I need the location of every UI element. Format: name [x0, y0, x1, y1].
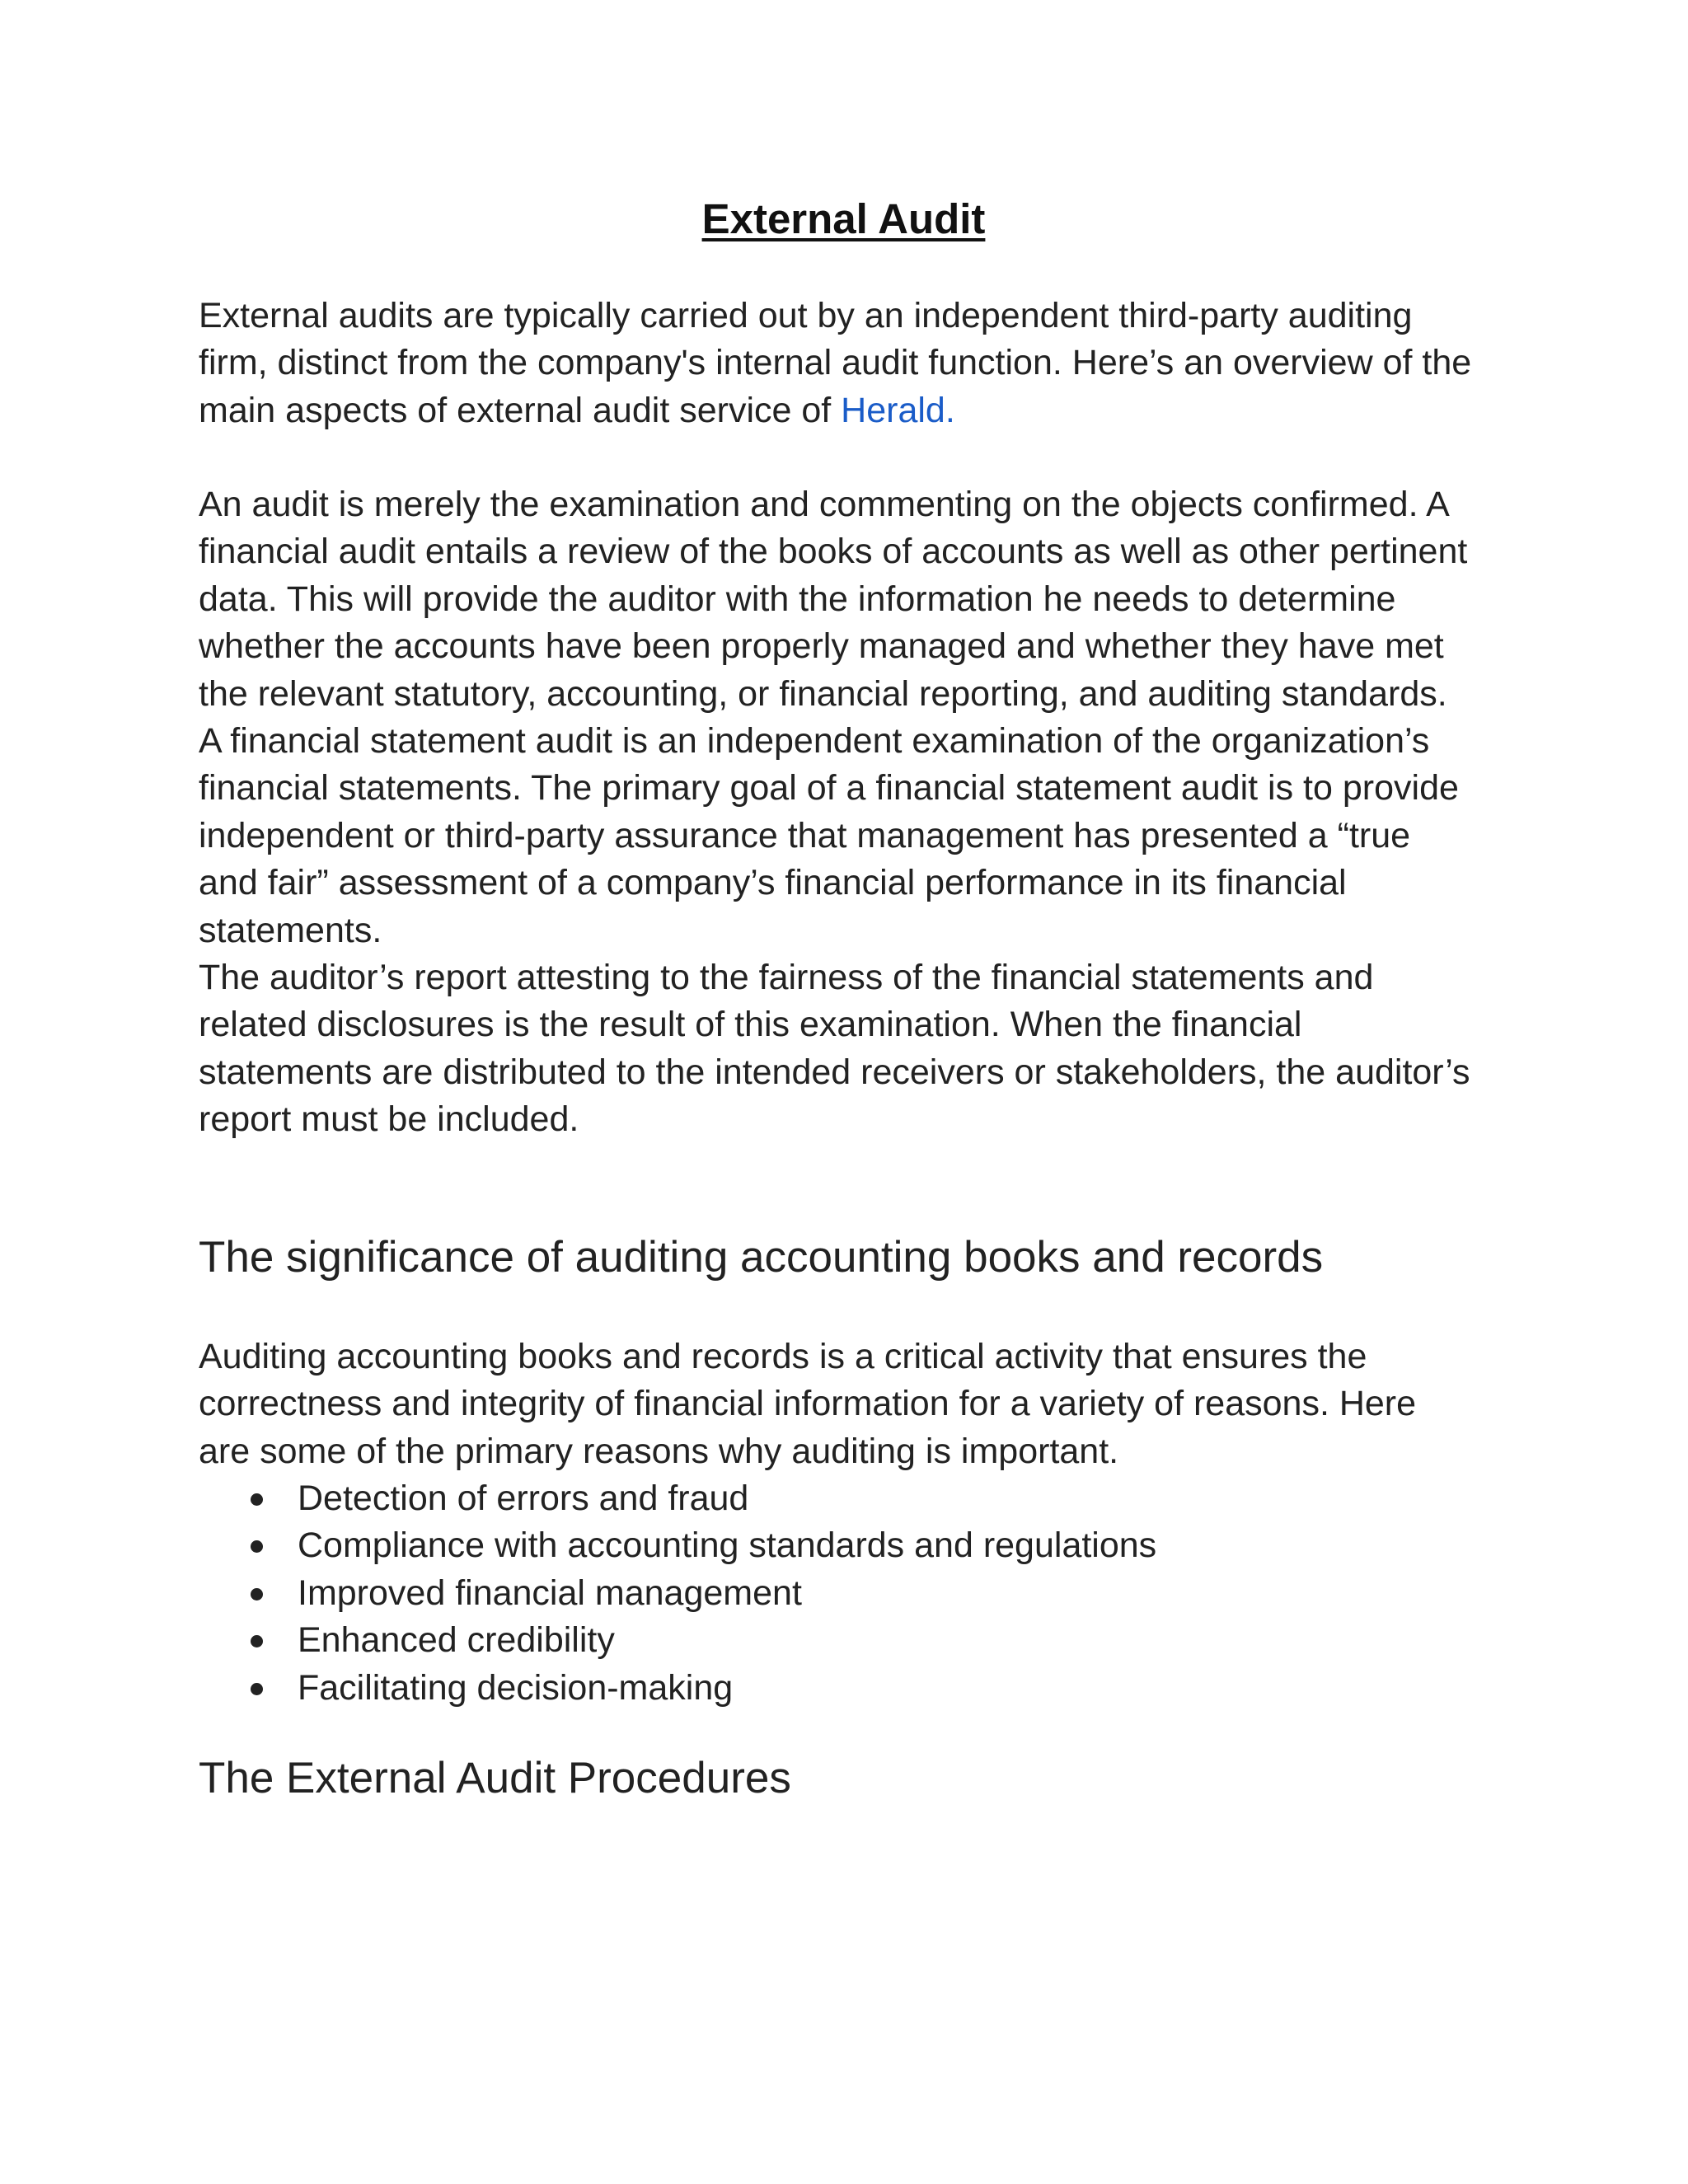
overview-line: and fair” assessment of a company’s financial performance in its financial [199, 863, 1347, 903]
overview-line: financial statements. The primary goal of a financial statement audit is to provide [199, 768, 1459, 808]
overview-line: whether the accounts have been properly managed and whether they have met [199, 626, 1444, 667]
overview-line: An audit is merely the examination and commenting on the objects confirmed. A [199, 485, 1450, 524]
list-item [199, 1570, 1156, 1617]
reasons-list [199, 1475, 1156, 1712]
overview-line: The auditor’s report attesting to the fairness of the financial statements and [199, 958, 1374, 998]
significance-heading: The significance of auditing accounting books and records [199, 1233, 1324, 1282]
list-item-text: Detection of errors and fraud [298, 1479, 749, 1518]
overview-line: related disclosures is the result of this examination. When the financial [199, 1005, 1302, 1045]
overview-line: financial audit entails a review of the books of accounts as well as other pertinent [199, 532, 1468, 572]
list-item [199, 1617, 1156, 1664]
intro-line-prefix: main aspects of external audit service of [199, 390, 842, 430]
bullet-icon [251, 1588, 263, 1601]
herald-link[interactable]: Herald. [841, 390, 955, 430]
list-item [199, 1475, 1156, 1522]
bullet-icon [251, 1493, 263, 1506]
intro-line: firm, distinct from the company's internal audit function. Here’s an overview of the [199, 343, 1472, 383]
page-title: External Audit [701, 195, 986, 242]
overview-line: independent or third-party assurance that management has presented a “true [199, 815, 1411, 855]
significance-line: Auditing accounting books and records is a critical activity that ensures the [199, 1337, 1367, 1376]
intro-line-last [199, 387, 1471, 434]
intro-paragraph [199, 293, 1471, 434]
bullet-icon [251, 1540, 263, 1553]
overview-paragraph [199, 481, 1470, 1144]
overview-line: report must be included. [199, 1099, 579, 1140]
significance-line: correctness and integrity of financial information for a variety of reasons. Here [199, 1384, 1417, 1424]
significance-line: are some of the primary reasons why auditing is important. [199, 1431, 1119, 1471]
bullet-icon [251, 1683, 263, 1695]
list-item-text: Enhanced credibility [298, 1620, 615, 1661]
overview-line: data. This will provide the auditor with the information he needs to determine [199, 579, 1396, 619]
intro-line: External audits are typically carried out by an independent third-party auditing [199, 296, 1413, 335]
bullet-icon [251, 1635, 263, 1647]
list-item [199, 1522, 1156, 1569]
overview-line: statements. [199, 910, 382, 950]
significance-paragraph [199, 1333, 1416, 1475]
list-item-text: Improved financial management [298, 1572, 802, 1613]
procedures-heading: The External Audit Procedures [199, 1754, 791, 1802]
overview-line: A financial statement audit is an independent examination of the organization’s [199, 721, 1430, 762]
overview-line: statements are distributed to the intended receivers or stakeholders, the auditor’s [199, 1052, 1470, 1092]
list-item-text: Compliance with accounting standards and regulations [298, 1526, 1157, 1566]
overview-line: the relevant statutory, accounting, or financial reporting, and auditing standards. [199, 673, 1447, 714]
list-item-text: Facilitating decision-making [298, 1667, 734, 1708]
list-item [199, 1665, 1156, 1712]
